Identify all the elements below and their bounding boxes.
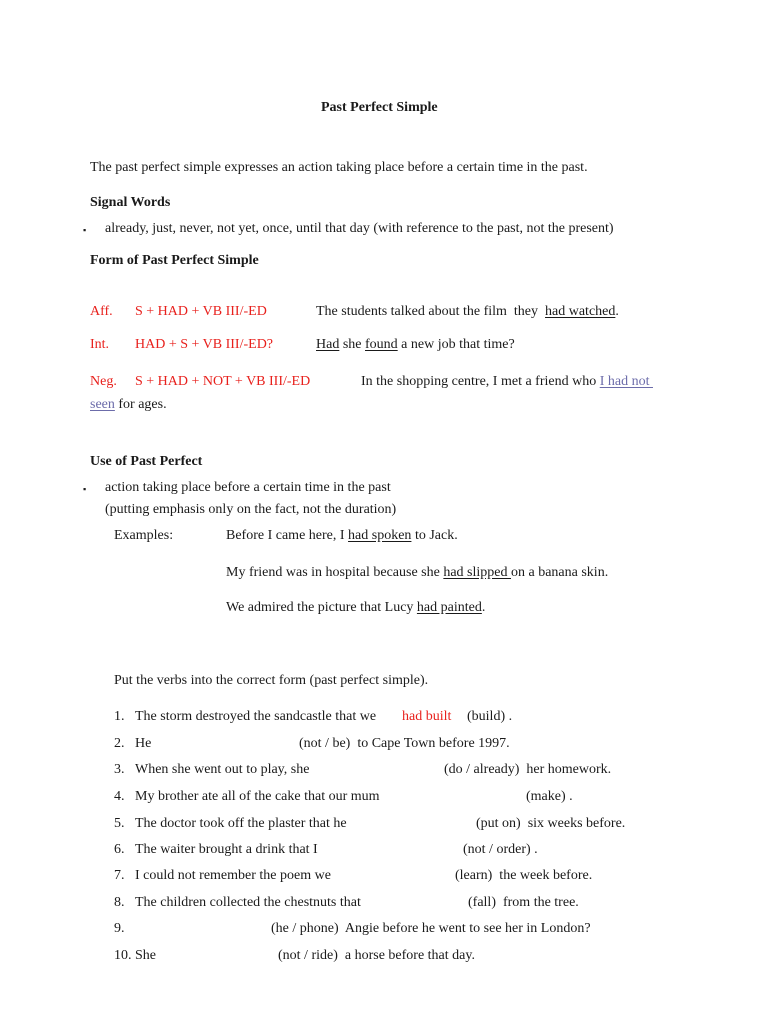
exercise-item-hint: (put on) six weeks before. <box>476 816 626 831</box>
example-1-text: Before I came here, I <box>226 528 349 543</box>
neg-example-text: In the shopping centre, I met a friend who <box>361 374 600 389</box>
exercise-item-text: The storm destroyed the sandcastle that we <box>135 709 377 724</box>
int-label: Int. <box>90 337 110 352</box>
neg-label: Neg. <box>90 374 117 389</box>
use-heading: Use of Past Perfect <box>90 454 203 469</box>
int-example-verb: found <box>365 337 398 352</box>
exercise-instruction: Put the verbs into the correct form (past perfect simple). <box>114 673 429 688</box>
signal-words-list: already, just, never, not yet, once, until that day (with reference to the past, not the present) <box>105 221 614 236</box>
bullet-icon: ▪ <box>83 225 87 235</box>
exercise-item-number: 8. <box>114 895 125 910</box>
int-example-subject: she <box>339 337 365 352</box>
exercise-item-text: My brother ate all of the cake that our mum <box>135 789 380 804</box>
example-3 <box>226 600 485 616</box>
aff-example-verb: had watched <box>545 304 616 319</box>
neg-formula: S + HAD + NOT + VB III/-ED <box>135 374 311 389</box>
aff-label: Aff. <box>90 304 113 319</box>
neg-example-line2 <box>90 397 167 413</box>
exercise-item-text: The waiter brought a drink that I <box>135 842 318 857</box>
exercise-item-text: She <box>135 948 156 963</box>
intro-text: The past perfect simple expresses an action taking place before a certain time in the past. <box>90 160 588 175</box>
exercise-item-number: 10. <box>114 948 132 963</box>
exercise-item-hint: (not / order) . <box>463 842 538 857</box>
exercise-item-hint: (not / be) to Cape Town before 1997. <box>299 736 510 751</box>
use-item-line1: action taking place before a certain time in the past <box>105 480 391 495</box>
example-2 <box>226 565 608 581</box>
int-example-end: a new job that time? <box>397 337 515 352</box>
exercise-item-number: 1. <box>114 709 125 724</box>
exercise-item-text: When she went out to play, she <box>135 762 310 777</box>
aff-example-text: The students talked about the film they <box>316 304 546 319</box>
example-1-verb: had spoken <box>348 528 412 543</box>
exercise-item-hint: (build) . <box>467 709 513 724</box>
examples-label: Examples: <box>114 528 174 543</box>
bullet-icon: ▪ <box>83 484 87 494</box>
exercise-item-number: 3. <box>114 762 125 777</box>
aff-example <box>316 304 619 320</box>
exercise-item-hint: (not / ride) a horse before that day. <box>278 948 475 963</box>
exercise-item-hint: (he / phone) Angie before he went to see her in London? <box>271 921 591 936</box>
int-example <box>316 337 515 353</box>
example-3-text: We admired the picture that Lucy <box>226 600 417 615</box>
exercise-item-text: I could not remember the poem we <box>135 868 331 883</box>
aff-example-end: . <box>615 304 619 319</box>
neg-example-link-cont[interactable]: seen <box>90 397 115 412</box>
example-3-end: . <box>481 600 486 615</box>
aff-formula: S + HAD + VB III/-ED <box>135 304 267 319</box>
exercise-item-hint: (make) . <box>526 789 573 804</box>
example-3-verb: had painted <box>416 600 482 615</box>
example-2-verb: had slipped <box>443 565 511 580</box>
exercise-item-hint: (do / already) her homework. <box>444 762 612 777</box>
exercise-item-hint: (fall) from the tree. <box>468 895 579 910</box>
exercise-item-number: 6. <box>114 842 125 857</box>
exercise-item-hint: (learn) the week before. <box>455 868 593 883</box>
neg-example-link[interactable]: I had not <box>599 374 653 389</box>
example-2-end: on a banana skin. <box>511 565 609 580</box>
exercise-answer: had built <box>402 709 452 724</box>
neg-example-line1 <box>361 374 653 390</box>
example-1 <box>226 528 458 544</box>
page-title: Past Perfect Simple <box>321 100 438 115</box>
exercise-item-number: 9. <box>114 921 125 936</box>
int-formula: HAD + S + VB III/-ED? <box>135 337 274 352</box>
exercise-item-number: 2. <box>114 736 125 751</box>
use-item-line2: (putting emphasis only on the fact, not the duration) <box>105 502 397 517</box>
exercise-item-text: The doctor took off the plaster that he <box>135 816 347 831</box>
neg-example-end: for ages. <box>114 397 167 412</box>
exercise-item-text: He <box>135 736 152 751</box>
example-1-end: to Jack. <box>411 528 458 543</box>
int-example-aux: Had <box>316 337 340 352</box>
example-2-text: My friend was in hospital because she <box>226 565 444 580</box>
signal-words-heading: Signal Words <box>90 195 171 210</box>
exercise-item-text: The children collected the chestnuts that <box>135 895 361 910</box>
exercise-item-number: 7. <box>114 868 125 883</box>
form-heading: Form of Past Perfect Simple <box>90 253 259 268</box>
exercise-item-number: 5. <box>114 816 125 831</box>
exercise-item-number: 4. <box>114 789 125 804</box>
